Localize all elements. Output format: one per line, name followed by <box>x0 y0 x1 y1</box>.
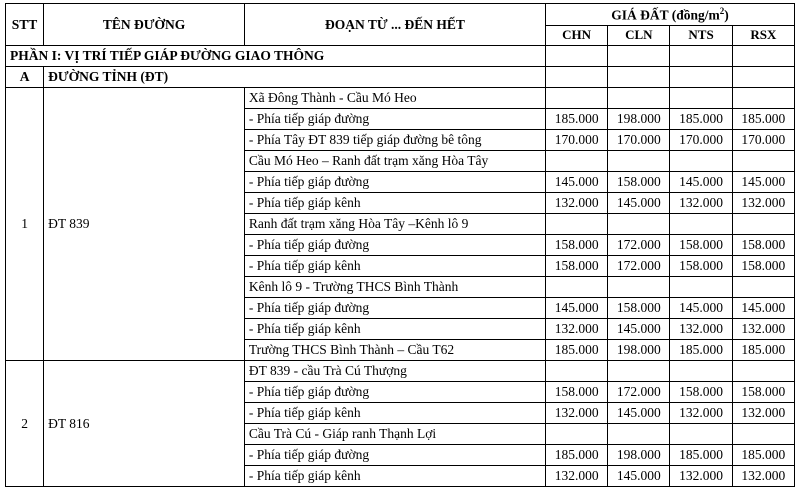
row-price-nts <box>670 87 732 108</box>
row-price-rsx: 145.000 <box>732 171 794 192</box>
row-price-nts: 170.000 <box>670 129 732 150</box>
row-price-cln: 172.000 <box>608 255 670 276</box>
row-price-cln: 198.000 <box>608 108 670 129</box>
row-price-cln: 198.000 <box>608 444 670 465</box>
row-price-nts: 132.000 <box>670 318 732 339</box>
row-price-cln: 145.000 <box>608 465 670 486</box>
row-price-nts: 185.000 <box>670 108 732 129</box>
sub-section-chn <box>546 66 608 87</box>
section-title: PHẦN I: VỊ TRÍ TIẾP GIÁP ĐƯỜNG GIAO THÔNG <box>6 45 546 66</box>
row-segment: - Phía tiếp giáp kênh <box>244 402 545 423</box>
header-nts: NTS <box>670 26 732 46</box>
sub-section-cln <box>608 66 670 87</box>
section-cln <box>608 45 670 66</box>
row-price-cln: 145.000 <box>608 192 670 213</box>
header-cln: CLN <box>608 26 670 46</box>
row-price-rsx: 158.000 <box>732 234 794 255</box>
header-chn: CHN <box>546 26 608 46</box>
row-price-rsx <box>732 276 794 297</box>
row-price-rsx <box>732 213 794 234</box>
header-price-group-sup: 2 <box>719 6 725 16</box>
row-price-rsx <box>732 87 794 108</box>
row-segment: - Phía tiếp giáp kênh <box>244 255 545 276</box>
row-segment: Ranh đất trạm xăng Hòa Tây –Kênh lô 9 <box>244 213 545 234</box>
row-price-chn: 145.000 <box>546 297 608 318</box>
row-price-rsx: 158.000 <box>732 381 794 402</box>
row-price-rsx: 185.000 <box>732 444 794 465</box>
row-price-rsx: 158.000 <box>732 255 794 276</box>
row-price-chn: 158.000 <box>546 381 608 402</box>
row-price-cln: 145.000 <box>608 318 670 339</box>
row-price-chn: 185.000 <box>546 339 608 360</box>
row-price-chn: 132.000 <box>546 318 608 339</box>
table-row <box>6 87 795 108</box>
row-price-cln <box>608 423 670 444</box>
row-price-chn: 158.000 <box>546 255 608 276</box>
row-price-nts: 158.000 <box>670 234 732 255</box>
section-chn <box>546 45 608 66</box>
row-segment: - Phía tiếp giáp kênh <box>244 465 545 486</box>
row-price-cln: 158.000 <box>608 297 670 318</box>
row-price-rsx <box>732 360 794 381</box>
row-price-cln: 145.000 <box>608 402 670 423</box>
row-segment: Kênh lô 9 - Trường THCS Bình Thành <box>244 276 545 297</box>
header-price-group-end: ) <box>724 7 729 23</box>
sub-section-code: A <box>6 66 44 87</box>
row-segment: Cầu Mó Heo – Ranh đất trạm xăng Hòa Tây <box>244 150 545 171</box>
row-price-rsx: 132.000 <box>732 192 794 213</box>
row-price-cln: 172.000 <box>608 381 670 402</box>
row-price-chn <box>546 87 608 108</box>
row-price-rsx: 170.000 <box>732 129 794 150</box>
row-price-nts: 158.000 <box>670 255 732 276</box>
header-road-name: TÊN ĐƯỜNG <box>44 4 245 46</box>
row-price-nts: 132.000 <box>670 192 732 213</box>
row-segment: - Phía tiếp giáp đường <box>244 297 545 318</box>
row-price-chn: 132.000 <box>546 465 608 486</box>
row-segment: - Phía tiếp giáp kênh <box>244 192 545 213</box>
row-price-cln: 158.000 <box>608 171 670 192</box>
row-price-cln: 170.000 <box>608 129 670 150</box>
row-price-nts: 185.000 <box>670 444 732 465</box>
header-price-group <box>546 4 795 26</box>
row-road-name: ĐT 839 <box>44 87 245 360</box>
row-segment: - Phía tiếp giáp kênh <box>244 318 545 339</box>
header-segment: ĐOẠN TỪ ... ĐẾN HẾT <box>244 4 545 46</box>
sub-section-label: ĐƯỜNG TỈNH (ĐT) <box>44 66 546 87</box>
row-price-cln: 198.000 <box>608 339 670 360</box>
row-segment: - Phía Tây ĐT 839 tiếp giáp đường bê tông <box>244 129 545 150</box>
row-stt: 1 <box>6 87 44 360</box>
row-price-cln <box>608 87 670 108</box>
row-price-rsx: 185.000 <box>732 108 794 129</box>
row-price-chn <box>546 360 608 381</box>
row-price-nts <box>670 213 732 234</box>
row-price-rsx: 132.000 <box>732 465 794 486</box>
header-price-group-text: GIÁ ĐẤT (đồng/m <box>611 7 720 23</box>
row-price-nts: 132.000 <box>670 465 732 486</box>
row-price-nts <box>670 150 732 171</box>
row-price-chn: 170.000 <box>546 129 608 150</box>
row-price-chn: 145.000 <box>546 171 608 192</box>
row-price-chn: 185.000 <box>546 108 608 129</box>
row-price-cln <box>608 276 670 297</box>
row-price-cln <box>608 213 670 234</box>
row-segment: Xã Đông Thành - Cầu Mó Heo <box>244 87 545 108</box>
header-rsx: RSX <box>732 26 794 46</box>
row-price-cln: 172.000 <box>608 234 670 255</box>
document-page <box>0 3 800 484</box>
section-row <box>6 45 795 66</box>
row-price-rsx <box>732 150 794 171</box>
row-price-cln <box>608 150 670 171</box>
row-price-nts <box>670 276 732 297</box>
row-price-nts <box>670 423 732 444</box>
section-nts <box>670 45 732 66</box>
sub-section-row <box>6 66 795 87</box>
row-price-chn <box>546 150 608 171</box>
row-price-chn <box>546 213 608 234</box>
row-segment: ĐT 839 - cầu Trà Cú Thượng <box>244 360 545 381</box>
row-price-nts: 158.000 <box>670 381 732 402</box>
row-price-chn: 132.000 <box>546 192 608 213</box>
row-price-nts: 145.000 <box>670 297 732 318</box>
table-header-row <box>6 4 795 26</box>
row-price-chn: 158.000 <box>546 234 608 255</box>
row-price-chn <box>546 423 608 444</box>
row-segment: - Phía tiếp giáp đường <box>244 444 545 465</box>
row-price-rsx <box>732 423 794 444</box>
row-price-nts <box>670 360 732 381</box>
row-road-name: ĐT 816 <box>44 360 245 486</box>
row-price-rsx: 132.000 <box>732 402 794 423</box>
row-price-rsx: 132.000 <box>732 318 794 339</box>
row-price-chn <box>546 276 608 297</box>
row-price-cln <box>608 360 670 381</box>
table-body <box>6 45 795 486</box>
header-stt: STT <box>6 4 44 46</box>
row-price-rsx: 185.000 <box>732 339 794 360</box>
row-segment: - Phía tiếp giáp đường <box>244 234 545 255</box>
row-price-chn: 132.000 <box>546 402 608 423</box>
land-price-table <box>5 3 795 487</box>
table-row <box>6 360 795 381</box>
row-price-nts: 185.000 <box>670 339 732 360</box>
row-segment: - Phía tiếp giáp đường <box>244 171 545 192</box>
row-segment: - Phía tiếp giáp đường <box>244 381 545 402</box>
row-segment: Trường THCS Bình Thành – Cầu T62 <box>244 339 545 360</box>
sub-section-nts <box>670 66 732 87</box>
row-segment: - Phía tiếp giáp đường <box>244 108 545 129</box>
sub-section-rsx <box>732 66 794 87</box>
row-price-rsx: 145.000 <box>732 297 794 318</box>
row-price-nts: 145.000 <box>670 171 732 192</box>
row-stt: 2 <box>6 360 44 486</box>
row-price-nts: 132.000 <box>670 402 732 423</box>
section-rsx <box>732 45 794 66</box>
row-price-chn: 185.000 <box>546 444 608 465</box>
row-segment: Cầu Trà Cú - Giáp ranh Thạnh Lợi <box>244 423 545 444</box>
